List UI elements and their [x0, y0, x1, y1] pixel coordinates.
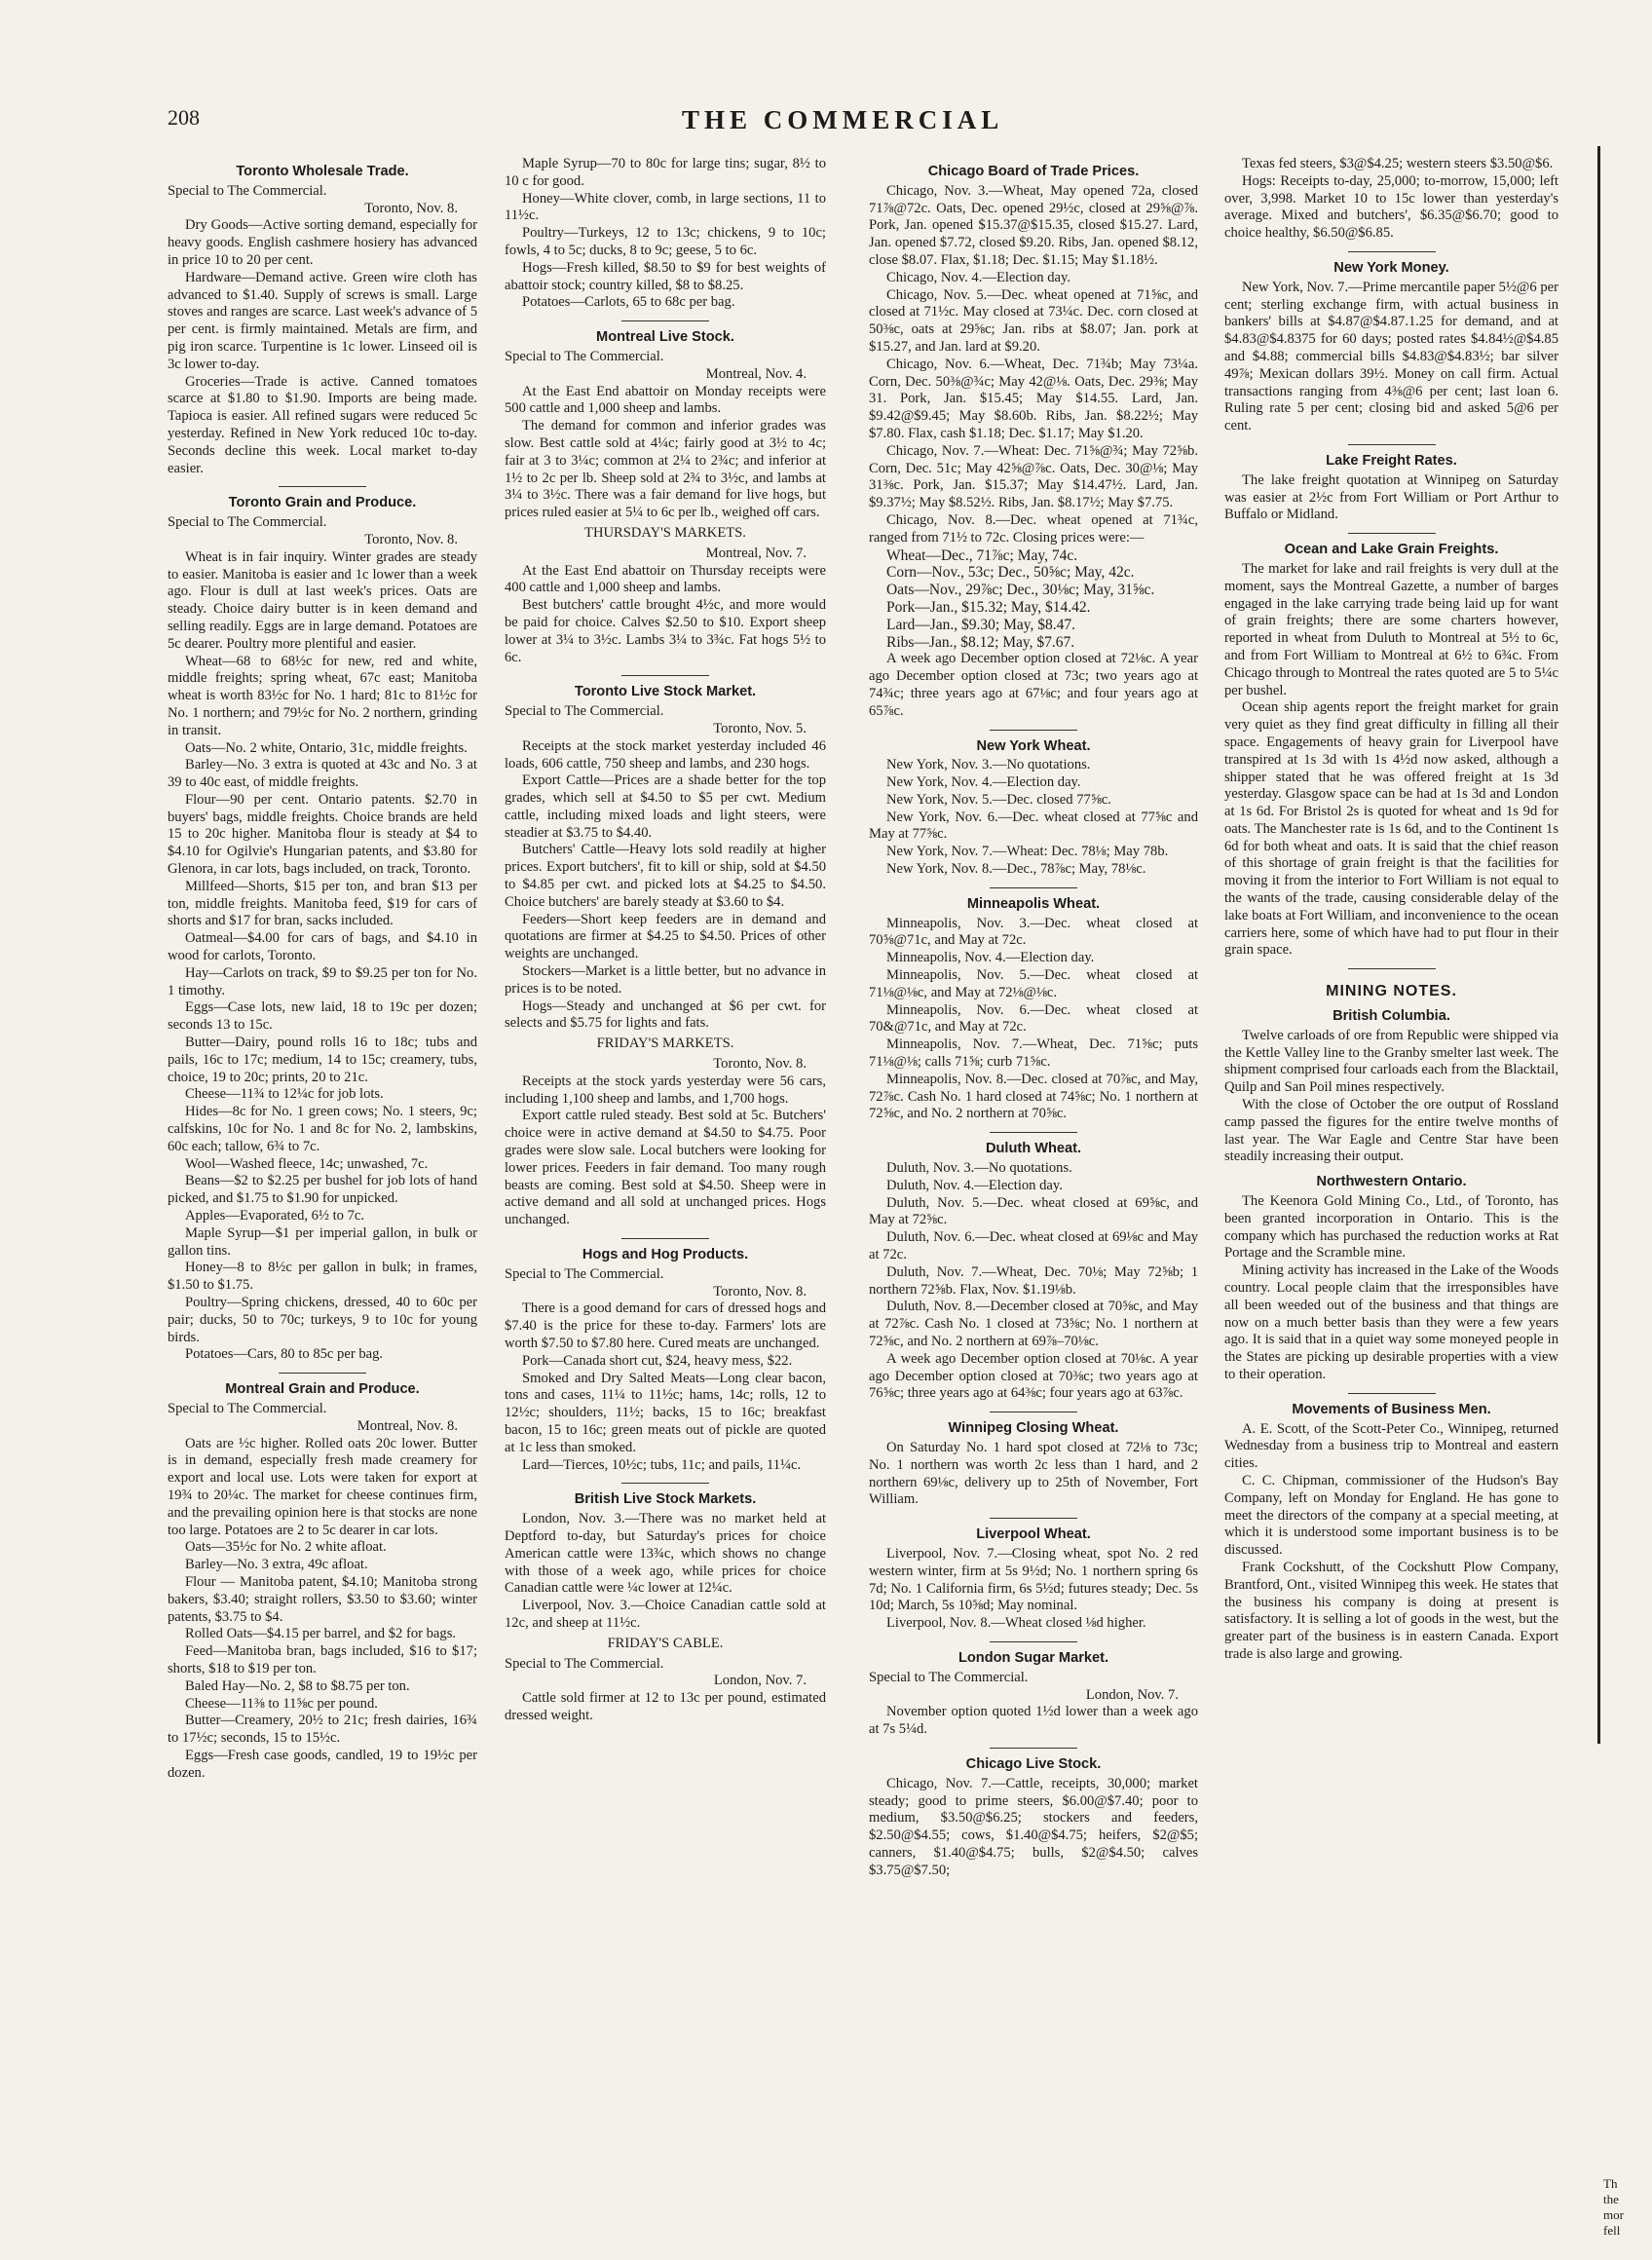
- paragraph: There is a good demand for cars of dressed hogs and $7.40 is the price for these to-day. Farmers' lots are worth $7.50 to $7.80 here. Cured meats are unchanged.: [505, 1300, 826, 1351]
- paragraph: Groceries—Trade is active. Canned tomatoes scarce at $1.80 to $1.90. Imports are being made. Tapioca is easier. All refined sugars were reduced 5c yesterday. Refined in New York reduced 10c to-day. Seconds decline this week. Local market to-day easier.: [168, 373, 477, 476]
- paragraph: The demand for common and inferior grades was slow. Best cattle sold at 4¼c; fairly good at 3½ to 4c; fair at 3 to 3¼c; common at 2¼ to 2¾c; and inferior at 1½ to 2c per lb. Sheep sold at 2¾ to 3½c, and lambs at 3¼ to 3½c. There was a fair demand for live hogs, but prices ruled easier at 5¼ to 6c per lb., weighed off cars.: [505, 418, 826, 521]
- paragraph: London, Nov. 3.—There was no market held at Deptford to-day, but Saturday's prices for choice American cattle were 13¾c, which shows no change with those of a week ago, while prices for choice Canadian cattle were ¼c lower at 12¼c.: [505, 1511, 826, 1597]
- paragraph: Apples—Evaporated, 6½ to 7c.: [185, 1208, 364, 1224]
- paragraph: Duluth, Nov. 4.—Election day.: [886, 1177, 1063, 1193]
- paragraph: Stockers—Market is a little better, but no advance in prices is to be noted.: [505, 963, 826, 997]
- dateline: Toronto, Nov. 8.: [364, 531, 458, 547]
- byline: Special to The Commercial.: [505, 703, 664, 720]
- paragraph: A week ago December option closed at 70⅛c. A year ago December option closed at 70⅜c; two years ago at 76⅝c; three years ago at 64⅜c; four years ago at 63⅞c.: [869, 1350, 1198, 1402]
- paragraph: Cheese—11⅜ to 11⅝c per pound.: [185, 1695, 378, 1712]
- paragraph: Liverpool, Nov. 8.—Wheat closed ⅛d higher.: [886, 1615, 1146, 1632]
- paragraph: Cattle sold firmer at 12 to 13c per pound, estimated dressed weight.: [505, 1690, 826, 1723]
- paragraph: Ocean ship agents report the freight market for grain very quiet as they find great difficulty in filling all their space. Engagements of heavy grain for Liverpool have transpired at 1s 3d with 1s 4½d now asked, although a shipper stated that he was offered freight at 1s 3d yesterday. Glasgow space can be had at 1s 3d and London at 1s 6d. For Bristol 2s is quoted for wheat and 1s 9d for oats. The Manchester rate is 1s 6d, and to the Continent 1s 6d for both wheat and oats. It is said that the chief reason of this shortage of grain freight is that the facilities for moving it from the interior to Fort William is not equal to the wants of the trade, causing considerable delay of the lake boats at Fort William, and inconvenience to the ocean carriers here, some of which have had to put flour in their grain space.: [1224, 699, 1558, 959]
- paragraph: New York, Nov. 8.—Dec., 78⅞c; May, 78⅛c.: [886, 861, 1146, 878]
- byline: Special to The Commercial.: [168, 514, 327, 531]
- paragraph: Millfeed—Shorts, $15 per ton, and bran $13 per ton, middle freights. Manitoba feed, $19 for cars of shorts and $17 for bran, sacks included.: [168, 878, 477, 929]
- paragraph: Pork—Canada short cut, $24, heavy mess, $22.: [522, 1352, 793, 1369]
- paragraph: Maple Syrup—$1 per imperial gallon, in bulk or gallon tins.: [168, 1224, 477, 1259]
- article-headline: Chicago Live Stock.: [965, 1755, 1102, 1772]
- adjacent-page-fragment: mor: [1603, 2207, 1624, 2222]
- paragraph: Lard—Tierces, 10½c; tubs, 11c; and pails, 11¼c.: [522, 1456, 802, 1473]
- paragraph: Maple Syrup—70 to 80c for large tins; sugar, 8½ to 10 c for good.: [505, 156, 826, 189]
- column-rule: [1348, 533, 1436, 534]
- paragraph: Best butchers' cattle brought 4½c, and more would be paid for choice. Calves $2.50 to $10. Export sheep lower at 3¼ to 3½c. Lambs 3¼ to 3¾c. Fat hogs 5½ to 6c.: [505, 597, 826, 665]
- dateline: Montreal, Nov. 8.: [357, 1417, 458, 1434]
- paragraph: At the East End abattoir on Thursday receipts were 400 cattle and 1,000 sheep and lambs.: [505, 562, 826, 596]
- paragraph: A week ago December option closed at 72⅛c. A year ago December option closed at 73c; two years ago at 74¾c; three years ago at 67⅛c; and four years ago at 65⅞c.: [869, 651, 1198, 719]
- paragraph: Butchers' Cattle—Heavy lots sold readily at higher prices. Export butchers', fit to kill or ship, sold at $4.50 to $4.85 per cwt. and picked lots at $4.25 to $4.50. Choice butchers' are barely steady at $3.60 to $4.: [505, 842, 826, 910]
- paragraph: Oatmeal—$4.00 for cars of bags, and $4.10 in wood for carlots, Toronto.: [168, 930, 477, 964]
- paragraph: Honey—8 to 8½c per gallon in bulk; in frames, $1.50 to $1.75.: [168, 1260, 477, 1294]
- paragraph: Chicago, Nov. 8.—Dec. wheat opened at 71¾c, ranged from 71½ to 72c. Closing prices were:—: [869, 511, 1198, 546]
- paragraph: Duluth, Nov. 3.—No quotations.: [886, 1160, 1072, 1177]
- paragraph: Poultry—Turkeys, 12 to 13c; chickens, 9 to 10c; fowls, 4 to 5c; ducks, 8 to 9c; geese, 5 to 6c.: [505, 225, 826, 258]
- paragraph: Minneapolis, Nov. 8.—Dec. closed at 70⅞c, and May, 72⅞c. Cash No. 1 hard closed at 74⅝c; No. 1 northern at 72⅝c, and No. 2 northern at 70⅝c.: [869, 1071, 1198, 1122]
- paragraph: Butter—Creamery, 20½ to 21c; fresh dairies, 16¾ to 17½c; seconds, 15 to 15½c.: [168, 1713, 477, 1747]
- price-line: Pork—Jan., $15.32; May, $14.42.: [886, 598, 1091, 616]
- paragraph: Export Cattle—Prices are a shade better for the top grades, which sell at $4.50 to $5 per cwt. Medium cattle, including mixed loads and light steers, were steadier at $3.75 to $4.40.: [505, 772, 826, 841]
- paragraph: Eggs—Case lots, new laid, 18 to 19c per dozen; seconds 13 to 15c.: [168, 999, 477, 1034]
- paragraph: The lake freight quotation at Winnipeg on Saturday was easier at 2½c from Fort William or Port Arthur to Buffalo or Midland.: [1224, 471, 1558, 523]
- article-headline: British Live Stock Markets.: [574, 1491, 757, 1508]
- column-rule: [279, 1373, 366, 1374]
- dateline: Montreal, Nov. 7.: [705, 545, 807, 561]
- paragraph: Feed—Manitoba bran, bags included, $16 to $17; shorts, $18 to $19 per ton.: [168, 1643, 477, 1676]
- adjacent-page-fragment: the: [1603, 2192, 1619, 2206]
- paragraph: Oats are ½c higher. Rolled oats 20c lower. Butter is in demand, especially fresh made creamery for export and local use. Lots were taken for export at 19¾ to 20¼c. The market for cheese continues firm, and the prevailing opinion here is that stocks are none too large. Potatoes are 2 to 5c dearer in car lots.: [168, 1435, 477, 1538]
- price-line: Lard—Jan., $9.30; May, $8.47.: [886, 616, 1076, 633]
- price-line: Wheat—Dec., 71⅞c; May, 74c.: [886, 546, 1078, 564]
- price-line: Corn—Nov., 53c; Dec., 50⅝c; May, 42c.: [886, 564, 1135, 582]
- paragraph: C. C. Chipman, commissioner of the Hudson's Bay Company, left on Monday for England. He has gone to meet the directors of the company at a special meeting, at which it is understood some important business is to be discussed.: [1224, 1472, 1558, 1559]
- article-headline: Winnipeg Closing Wheat.: [948, 1420, 1119, 1437]
- column-rule: [1348, 444, 1436, 445]
- paragraph: November option quoted 1½d lower than a week ago at 7s 5¼d.: [869, 1704, 1198, 1738]
- byline: Special to The Commercial.: [505, 348, 664, 364]
- article-headline: Ocean and Lake Grain Freights.: [1284, 542, 1499, 558]
- paragraph: Baled Hay—No. 2, $8 to $8.75 per ton.: [185, 1677, 410, 1694]
- paragraph: Poultry—Spring chickens, dressed, 40 to 60c per pair; ducks, 50 to 70c; turkeys, 9 to 10c for young birds.: [168, 1295, 477, 1345]
- paragraph: Frank Cockshutt, of the Cockshutt Plow Company, Brantford, Ont., visited Winnipeg this week. He states that the business his company is doing at present is satisfactory. It is selling a lot of goods in the west, but the greater part of the business is in eastern Canada. Export trade is also large and growing.: [1224, 1559, 1558, 1662]
- byline: Special to The Commercial.: [168, 182, 327, 199]
- paragraph: Barley—No. 3 extra is quoted at 43c and No. 3 at 39 to 40c east, of middle freights.: [168, 757, 477, 791]
- paragraph: Butter—Dairy, pound rolls 16 to 18c; tubs and pails, 16c to 17c; medium, 14 to 15c; creamery, tubs, choice, 19 to 20c; prints, 20 to 21c.: [168, 1035, 477, 1085]
- paragraph: Oats—35½c for No. 2 white afloat.: [185, 1539, 387, 1556]
- article-headline: Chicago Board of Trade Prices.: [927, 164, 1140, 179]
- paragraph: Flour — Manitoba patent, $4.10; Manitoba strong bakers, $3.40; straight rollers, $3.50 to $3.60; winter patents, $3.75 to $4.: [168, 1573, 477, 1625]
- paragraph: Minneapolis, Nov. 6.—Dec. wheat closed at 70&@71c, and May at 72c.: [869, 1001, 1198, 1036]
- article-headline: Duluth Wheat.: [985, 1141, 1082, 1157]
- paragraph: Rolled Oats—$4.15 per barrel, and $2 for bags.: [185, 1626, 457, 1642]
- page-number: 208: [168, 105, 200, 130]
- paragraph: Chicago, Nov. 4.—Election day.: [886, 269, 1070, 285]
- column-rule: [990, 1518, 1077, 1519]
- paragraph: Hay—Carlots on track, $9 to $9.25 per ton for No. 1 timothy.: [168, 964, 477, 998]
- column-rule: [990, 1132, 1077, 1133]
- adjacent-page-fragment: Th: [1603, 2176, 1618, 2191]
- article-headline: British Columbia.: [1333, 1008, 1450, 1025]
- byline: Special to The Commercial.: [168, 1400, 327, 1416]
- paragraph: Chicago, Nov. 5.—Dec. wheat opened at 71⅝c, and closed at 71½c. May closed at 73¼c. Dec. corn closed at 50⅜c, oats at 29⅝c; Jan. ribs at $8.07; Jan. pork at $15.27, and Jan. lard at $9.20.: [869, 286, 1198, 355]
- column-rule: [621, 320, 709, 321]
- column-rule: [1348, 968, 1436, 969]
- paragraph: Wool—Washed fleece, 14c; unwashed, 7c.: [185, 1155, 429, 1172]
- paragraph: New York, Nov. 6.—Dec. wheat closed at 77⅝c and May at 77⅝c.: [869, 809, 1198, 843]
- byline: Special to The Commercial.: [505, 1265, 664, 1282]
- paragraph: Minneapolis, Nov. 4.—Election day.: [886, 950, 1095, 966]
- paragraph: Hardware—Demand active. Green wire cloth has advanced to $1.40. Supply of screws is small. Large stoves and ranges are scarce. Last week's advance of 5 per cent. is firmly maintained. Metals are firm, and pig iron scarce. Turpentine is 1c lower. Linseed oil is 3c lower to-day.: [168, 269, 477, 372]
- article-headline: New York Wheat.: [976, 737, 1091, 754]
- subheading: THURSDAY'S MARKETS.: [584, 524, 746, 541]
- price-line: Ribs—Jan., $8.12; May, $7.67.: [886, 633, 1075, 651]
- masthead-title: THE COMMERCIAL: [682, 105, 1004, 134]
- column-rule: [990, 887, 1077, 888]
- paragraph: With the close of October the ore output of Rossland camp passed the figures for the entire twelve months of last year. The War Eagle and Centre Star have been steadily increasing their output.: [1224, 1097, 1558, 1165]
- paragraph: Hides—8c for No. 1 green cows; No. 1 steers, 9c; calfskins, 10c for No. 1 and 8c for No. 2, lambskins, 60c each; tallow, 6¾ to 7c.: [168, 1104, 477, 1154]
- column-3: [869, 156, 1198, 2241]
- paragraph: New York, Nov. 7.—Wheat: Dec. 78⅛; May 78b.: [886, 844, 1169, 860]
- paragraph: New York, Nov. 3.—No quotations.: [886, 757, 1091, 773]
- price-line: Oats—Nov., 29⅞c; Dec., 30⅛c; May, 31⅝c.: [886, 582, 1155, 599]
- column-rule: [1348, 251, 1436, 252]
- paragraph: Potatoes—Carlots, 65 to 68c per bag.: [522, 294, 735, 311]
- column-rule: [621, 1238, 709, 1239]
- paragraph: New York, Nov. 7.—Prime mercantile paper 5½@6 per cent; sterling exchange firm, with actual business in bankers' bills at $4.87@$4.87.1.25 for demand, and at $4.83@$4.8375 for 60 days; posted rates $4.84½@$4.85 and $4.88; commercial bills $4.83@$4.83½; bar silver 49⅞; Mexican dollars 39½. Money on call firm. Actual transactions ranging from 4⅜@6 per cent; last loan 6. Ruling rate 5 per cent; closing bid and asked 5@6 per cent.: [1224, 279, 1558, 434]
- article-headline: Minneapolis Wheat.: [966, 895, 1101, 912]
- paragraph: Chicago, Nov. 6.—Wheat, Dec. 71¾b; May 73¼a. Corn, Dec. 50⅜@¾c; May 42@⅛. Oats, Dec. 29⅜; May 31. Pork, Jan. $15.45; May $14.55. Lard, Jan. $9.42@$9.45; May $8.60b. Ribs, Jan. $8.22½; May $7.80. Flax, cash $1.18; Dec. $1.17; May $1.20.: [869, 356, 1198, 441]
- paragraph: Duluth, Nov. 5.—Dec. wheat closed at 69⅝c, and May at 72⅝c.: [869, 1194, 1198, 1228]
- byline: Special to The Commercial.: [505, 1655, 664, 1672]
- paragraph: Duluth, Nov. 7.—Wheat, Dec. 70⅛; May 72⅝b; 1 northern 72⅝b. Flax, Nov. $1.19⅛b.: [869, 1263, 1198, 1298]
- paragraph: Beans—$2 to $2.25 per bushel for job lots of hand picked, and $1.75 to $1.90 for unpicked.: [168, 1173, 477, 1207]
- paragraph: Minneapolis, Nov. 3.—Dec. wheat closed at 70⅝@71c, and May at 72c.: [869, 915, 1198, 949]
- paragraph: Liverpool, Nov. 3.—Choice Canadian cattle sold at 12c, and sheep at 11½c.: [505, 1598, 826, 1631]
- dateline: Toronto, Nov. 8.: [364, 200, 458, 216]
- column-rule: [990, 1641, 1077, 1642]
- paragraph: Oats—No. 2 white, Ontario, 31c, middle freights.: [185, 739, 468, 756]
- article-headline: Hogs and Hog Products.: [582, 1247, 749, 1263]
- column-rule: [621, 1483, 709, 1484]
- paragraph: Receipts at the stock yards yesterday were 56 cars, including 1,100 sheep and lambs, and 1,700 hogs.: [505, 1073, 826, 1107]
- column-rule: [621, 675, 709, 676]
- dateline: Montreal, Nov. 4.: [705, 365, 807, 382]
- column-4: [1224, 156, 1558, 2241]
- column-rule: [279, 486, 366, 487]
- article-headline: Lake Freight Rates.: [1326, 452, 1457, 469]
- paragraph: The market for lake and rail freights is very dull at the moment, says the Montreal Gazette, a number of barges engaged in the lake carrying trade being laid up for want of grain freights; there are some charters however, reported in wheat from Duluth to Montreal at 5½ to 6c, and from Fort William to Montreal at 6½ to 6¾c. From Chicago through to Montreal the rates quoted are 5 to 5¼c per bushel.: [1224, 560, 1558, 698]
- article-headline: Liverpool Wheat.: [976, 1526, 1091, 1543]
- paragraph: Barley—No. 3 extra, 49c afloat.: [185, 1557, 368, 1573]
- paragraph: Minneapolis, Nov. 7.—Wheat, Dec. 71⅝c; puts 71⅛@⅛; calls 71⅝; curb 71⅝c.: [869, 1036, 1198, 1071]
- paragraph: Duluth, Nov. 8.—December closed at 70⅝c, and May at 72⅞c. Cash No. 1 closed at 73⅝c; No. 1 northern at 72⅝c, and No. 2 northern at 69⅞–70⅛c.: [869, 1299, 1198, 1349]
- byline: Special to The Commercial.: [869, 1669, 1029, 1685]
- column-rule: [1348, 1393, 1436, 1394]
- article-headline: Montreal Live Stock.: [596, 329, 734, 346]
- paragraph: The Keenora Gold Mining Co., Ltd., of Toronto, has been granted incorporation in Ontario. This is the company which has purchased the reduction works at Rat Portage and the Scramble mine.: [1224, 1193, 1558, 1262]
- paragraph: Honey—White clover, comb, in large sections, 11 to 11½c.: [505, 190, 826, 224]
- paragraph: Export cattle ruled steady. Best sold at 5c. Butchers' choice were in active demand at $4.50 to $4.75. Poor grades were slow sale. Local butchers were looking for lower prices. Feeders in fair demand. Too many rough beasts are coming. Best sold at $4.50. Sheep were in active demand and all sold at unchanged prices. Hogs unchanged.: [505, 1108, 826, 1228]
- paragraph: On Saturday No. 1 hard spot closed at 72⅛ to 73c; No. 1 northern was worth 2c less than 1 hard, and 2 northern 69⅛c, delivery up to 25th of November, Fort William.: [869, 1439, 1198, 1508]
- column-1: [168, 156, 477, 2241]
- dateline: Toronto, Nov. 5.: [713, 720, 807, 736]
- paragraph: Hogs—Fresh killed, $8.50 to $9 for best weights of abattoir stock; country killed, $8 to $8.25.: [505, 259, 826, 293]
- paragraph: A. E. Scott, of the Scott-Peter Co., Winnipeg, returned Wednesday from a business trip to Montreal and eastern cities.: [1224, 1420, 1558, 1472]
- adjacent-page-fragment: fell: [1603, 2223, 1621, 2238]
- dateline: London, Nov. 7.: [1085, 1686, 1179, 1703]
- paragraph: Hogs: Receipts to-day, 25,000; to-morrow, 15,000; left over, 3,998. Market 10 to 15c lower than yesterday's average. Mixed and butchers', $6.35@$6.70; good to choice healthy, $6.50@$6.85.: [1224, 172, 1558, 242]
- paragraph: Mining activity has increased in the Lake of the Woods country. Local people claim that the irresponsibles have all been weeded out of the business and that things are now on a much better basis than they were a few years ago. It is said that in a quiet way some moneyed people in the States are picking up desirable properties with a view to their operation.: [1224, 1262, 1558, 1382]
- article-headline: New York Money.: [1333, 259, 1449, 276]
- paragraph: Duluth, Nov. 6.—Dec. wheat closed at 69⅛c and May at 72c.: [869, 1229, 1198, 1263]
- paragraph: At the East End abattoir on Monday receipts were 500 cattle and 1,000 sheep and lambs.: [505, 383, 826, 417]
- subheading: FRIDAY'S MARKETS.: [596, 1036, 734, 1052]
- paragraph: Cheese—11¾ to 12¼c for job lots.: [185, 1086, 384, 1103]
- paragraph: New York, Nov. 5.—Dec. closed 77⅝c.: [886, 791, 1111, 808]
- paragraph: Twelve carloads of ore from Republic were shipped via the Kettle Valley line to the Granby smelter last week. The shipment comprised four carloads each from the Blacktail, Quilp and San Poil mines respectively.: [1224, 1027, 1558, 1096]
- paragraph: Chicago, Nov. 3.—Wheat, May opened 72a, closed 71⅞@72c. Oats, Dec. opened 29½c, closed at 29⅝@⅞. Pork, Jan. opened $15.37@$15.35, closed $15.27. Lard, Jan. opened $7.72, closed $9.20. Ribs, Jan. opened $8.12, close $8.07. Flax, $1.18; Dec. $1.15; May $1.18½.: [869, 182, 1198, 268]
- subheading: FRIDAY'S CABLE.: [607, 1635, 724, 1651]
- dateline: London, Nov. 7.: [713, 1673, 807, 1689]
- paragraph: Receipts at the stock market yesterday included 46 loads, 606 cattle, 750 sheep and lambs, and 230 hogs.: [505, 737, 826, 772]
- article-headline: Northwestern Ontario.: [1316, 1174, 1467, 1190]
- article-headline: London Sugar Market.: [957, 1649, 1109, 1666]
- paragraph: Feeders—Short keep feeders are in demand and quotations are firmer at $4.25 to $4.50. Prices of other weights are unchanged.: [505, 911, 826, 962]
- paragraph: Potatoes—Cars, 80 to 85c per bag.: [185, 1346, 384, 1363]
- column-rule: [990, 730, 1077, 731]
- paragraph: Minneapolis, Nov. 5.—Dec. wheat closed at 71⅛@⅛c, and May at 72⅛@⅛c.: [869, 967, 1198, 1000]
- paragraph: Chicago, Nov. 7.—Cattle, receipts, 30,000; market steady; good to prime steers, $6.00@$7.40; poor to medium, $3.50@$6.25; stockers and feeders, $2.50@$4.55; cows, $1.40@$4.75; heifers, $2@$5; canners, $1.40@$4.75; bulls, $2@$4.50; calves $3.75@$7.50;: [869, 1775, 1198, 1878]
- paragraph: Hogs—Steady and unchanged at $6 per cwt. for selects and $5.75 for lights and fats.: [505, 998, 826, 1032]
- article-headline: Toronto Live Stock Market.: [574, 684, 757, 700]
- paragraph: Flour—90 per cent. Ontario patents. $2.70 in buyers' bags, middle freights. Choice brands are held 15 to 20c higher. Manitoba flour is steady at $4 to $4.10 for Ogilvie's Hungarian patents, and $3.80 for Glenora, in car lots, bags included, on track, Toronto.: [168, 791, 477, 878]
- column-rule: [990, 1748, 1077, 1749]
- article-headline: Toronto Grain and Produce.: [228, 495, 417, 511]
- article-headline: Movements of Business Men.: [1292, 1401, 1491, 1417]
- adjacent-page-edge: [1597, 146, 1651, 1744]
- dateline: Toronto, Nov. 8.: [713, 1283, 807, 1300]
- paragraph: Texas fed steers, $3@$4.25; western steers $3.50@$6.: [1242, 156, 1554, 171]
- article-headline: Toronto Wholesale Trade.: [236, 164, 409, 179]
- dateline: Toronto, Nov. 8.: [713, 1056, 807, 1073]
- paragraph: Wheat—68 to 68½c for new, red and white, middle freights; spring wheat, 67c east; Manitoba wheat is worth 83½c for No. 1 hard; 81c to 81½c for No. 1 northern; and 79½c for No. 2 northern, grinding in transit.: [168, 653, 477, 738]
- paragraph: New York, Nov. 4.—Election day.: [886, 774, 1081, 791]
- paragraph: Dry Goods—Active sorting demand, especially for heavy goods. English cashmere hosiery has advanced in price 10 to 20 per cent.: [168, 217, 477, 268]
- paragraph: Eggs—Fresh case goods, candled, 19 to 19½c per dozen.: [168, 1747, 477, 1781]
- paragraph: Chicago, Nov. 7.—Wheat: Dec. 71⅝@¾; May 72⅝b. Corn, Dec. 51c; May 42⅝@⅞c. Oats, Dec. 30@⅛; May 31⅜c. Pork, Jan. $15.37; May $14.47½. Lard, Jan. $9.37½; May $8.52½. Ribs, Jan. $8.17½; May $7.75.: [869, 442, 1198, 511]
- paragraph: Smoked and Dry Salted Meats—Long clear bacon, tons and cases, 11¼ to 11½c; hams, 14c; rolls, 12 to 12½c; shoulders, 11½; backs, 15 to 16c; breakfast bacon, 15 to 16c; green meats out of pickle are quoted at 1c less than smoked.: [505, 1370, 826, 1455]
- paragraph: Wheat is in fair inquiry. Winter grades are steady to easier. Manitoba is easier and 1c lower than a week ago. Flour is dull at last week's prices. Oats are steady. Choice dairy butter is in keen demand and selling readily. Eggs are in large demand. Potatoes are 5c dearer. Poultry more plentiful and easier.: [168, 548, 477, 652]
- column-2: [505, 156, 826, 2241]
- paragraph: Liverpool, Nov. 7.—Closing wheat, spot No. 2 red western winter, firm at 5s 9½d; No. 1 northern spring 6s 7d; No. 1 California firm, 6s 5½d; futures steady; Dec. 5s 10d; March, 5s 10⅝d; May nominal.: [869, 1545, 1198, 1614]
- section-title: MINING NOTES.: [1326, 983, 1457, 1000]
- article-headline: Montreal Grain and Produce.: [225, 1381, 420, 1398]
